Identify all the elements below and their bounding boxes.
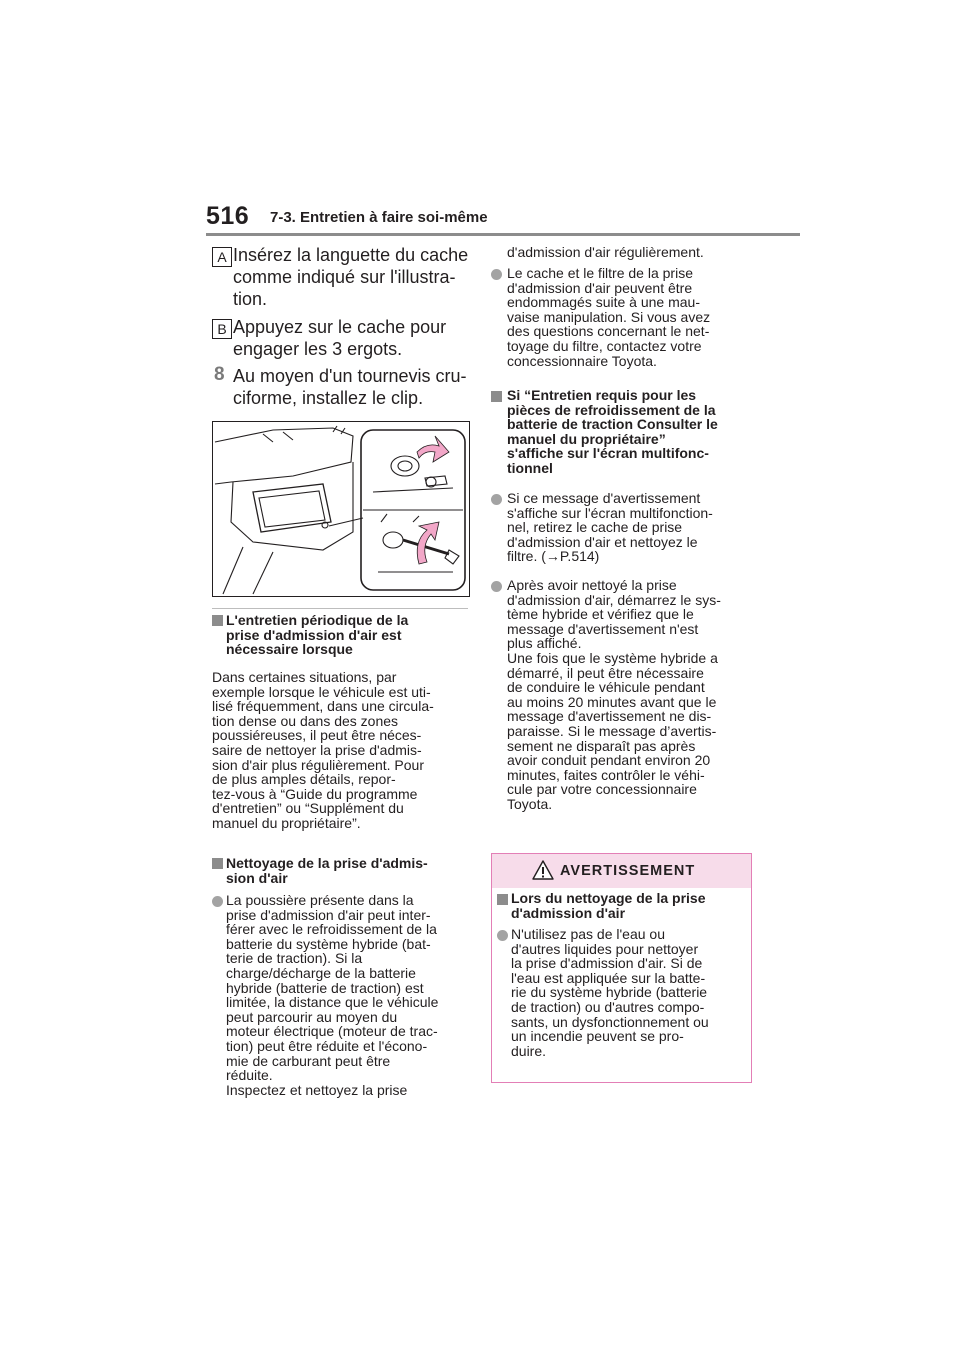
warning-box (491, 853, 752, 1083)
bullet-dust-interference: La poussière présente dans la prise d'admission d'air peut inter- férer avec le refroidissement de la batterie du système hybride (bat- terie de traction). Si la charge/décharge de la batterie hybride (batterie de traction) est limitée, la distance que le véhicule peut parcourir au moyen du moteur électrique (moteur de trac- tion) peut être réduite et l'écono- mie de carburant peut être réduite. Inspectez et nettoyez la prise (226, 892, 439, 1098)
paragraph-situations: Dans certaines situations, par exemple lorsque le véhicule est uti- lisé fréquemment, dans une circula- tion dense ou dans des zones poussiéreuses, il peut être néces- saire de nettoyer la prise d'admis- sion d'air plus régulièrement. Pour de plus amples détails, repor- tez-vous à “Guide du programme d'entretien” ou “Supplément du manuel du propriétaire”. (212, 669, 434, 831)
heading-cleaning-intake: Nettoyage de la prise d'admis- sion d'air (226, 855, 428, 886)
section-title: 7-3. Entretien à faire soi-même (270, 209, 488, 226)
step-b-badge: B (212, 319, 232, 339)
illustration-svg (213, 422, 469, 596)
warning-title: AVERTISSEMENT (560, 863, 696, 879)
step-a-text: Insérez la languette du cache comme indiqué sur l'illustra- tion. (233, 245, 469, 309)
bullet-after-cleaning: Après avoir nettoyé la prise d'admission d'air, démarrez le sys- tème hybride et vérifiez que le message d'avertissement n'est plus affiché. Une fois que le système hybride a démarré, il peut être nécessaire de conduire le véhicule pendant au moins 20 minutes avant que le message d'avertissement ne dis- paraisse. Si le message d’avertis- sement ne disparaît pas après avoir conduit pendant environ 20 minutes, faites contrôler le véhi- cule par votre concessionnaire Toyota. (507, 577, 721, 812)
heading-periodic-maintenance: L'entretien périodique de la prise d'admission d'air est nécessaire lorsque (226, 612, 409, 658)
continued-line: d'admission d'air régulièrement. (507, 244, 704, 260)
warning-header (492, 854, 751, 888)
bullet-remove-cover: Si ce message d'avertissement s'affiche sur l'écran multifonction- nel, retirez le cache de prise d'admission d'air et nettoyez le filtre. (→P.514) (507, 490, 713, 565)
page-number: 516 (206, 202, 250, 230)
warning-heading: Lors du nettoyage de la prise d'admission d'air (511, 890, 706, 921)
heading-square-bullet (491, 391, 502, 402)
heading-square-bullet (497, 894, 508, 905)
bullet-dot (497, 930, 508, 941)
bullet-dot (491, 494, 502, 505)
column-rule (212, 608, 468, 609)
step-b-text: Appuyez sur le cache pour engager les 3 ergots. (233, 317, 447, 359)
step-a-badge: A (212, 247, 232, 267)
step-8-text: Au moyen d'un tournevis cru- ciforme, installez le clip. (233, 366, 467, 408)
bullet-dot (212, 896, 223, 907)
bullet-dot (491, 581, 502, 592)
bullet-damage-warning: Le cache et le filtre de la prise d'admission d'air peuvent être endommagés suite à une mau- vaise manipulation. Si vous avez des questions concernant le net- toyage du filtre, contactez votre concessionnaire Toyota. (507, 265, 711, 369)
warning-body: N'utilisez pas de l'eau ou d'autres liquides pour nettoyer la prise d'admission d'air. Si de l'eau est appliquée sur la batte- rie du système hybride (batterie de traction) ou d'autres compo- sants, un dysfonctionnement ou un incendie peuvent se pro- duire. (511, 926, 709, 1059)
warning-triangle-icon (532, 860, 554, 880)
bullet-dot (491, 269, 502, 280)
illustration-air-intake-cover (212, 421, 470, 597)
heading-maintenance-message: Si “Entretien requis pour les pièces de refroidissement de la batterie de traction Consulter le manuel du propriétaire” s'affiche sur l'écran multifonc- tionnel (507, 387, 718, 476)
heading-square-bullet (212, 858, 223, 869)
step-8-number: 8 (214, 364, 225, 385)
header-rule (206, 233, 800, 236)
heading-square-bullet (212, 615, 223, 626)
